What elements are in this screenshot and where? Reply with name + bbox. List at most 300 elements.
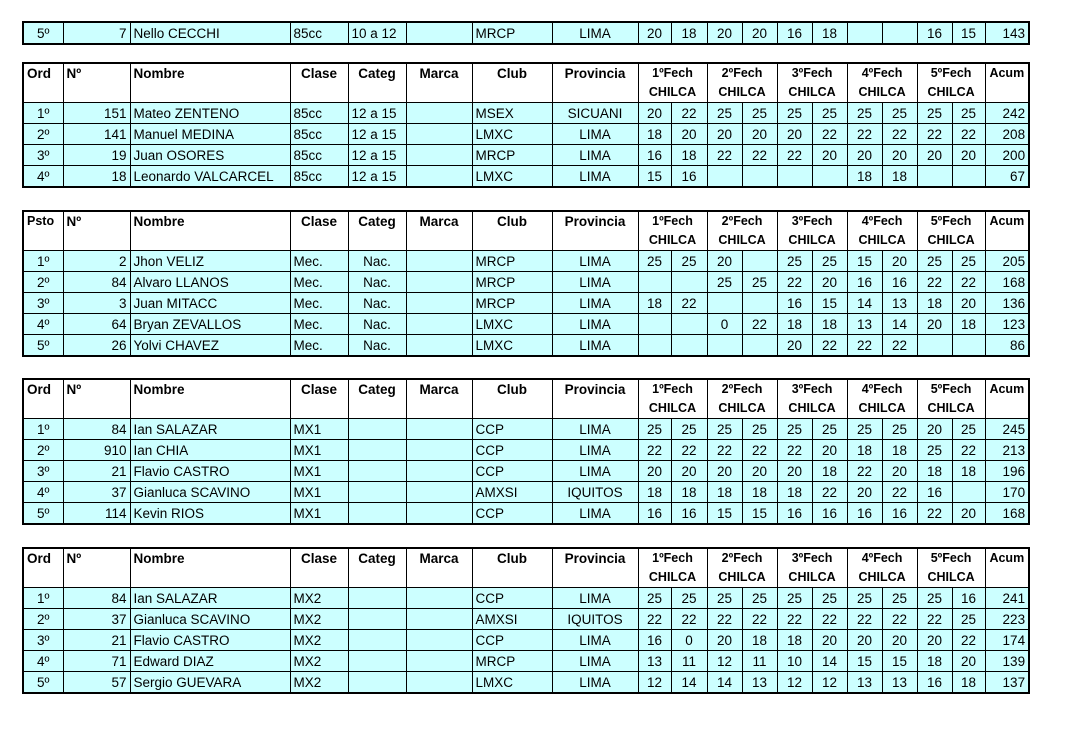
table-row	[23, 22, 1029, 44]
score-cell: 13	[638, 651, 671, 672]
acum-cell: 86	[985, 335, 1029, 357]
number-cell: 910	[63, 440, 130, 461]
name-cell: Kevin RIOS	[130, 503, 290, 525]
name-cell: Flavio CASTRO	[130, 461, 290, 482]
score-cell: 20	[638, 22, 671, 44]
categ-cell	[348, 609, 406, 630]
categ-header: Categ	[348, 379, 406, 419]
score-cell: 18	[812, 22, 847, 44]
score-cell	[671, 272, 707, 293]
provincia-cell: IQUITOS	[552, 609, 638, 630]
score-cell: 14	[847, 293, 882, 314]
fecha-header: 5ºFech	[917, 548, 985, 568]
number-cell: 2	[63, 251, 130, 272]
provincia-cell: LIMA	[552, 166, 638, 188]
position-cell: 4º	[23, 651, 63, 672]
club-header: Club	[472, 379, 552, 419]
clase-cell: 85cc	[290, 166, 348, 188]
score-cell	[638, 314, 671, 335]
score-cell: 25	[777, 103, 812, 124]
categ-cell: 10 a 12	[348, 22, 406, 44]
score-cell: 22	[638, 440, 671, 461]
name-cell: Flavio CASTRO	[130, 630, 290, 651]
lugar-header: CHILCA	[917, 568, 985, 588]
table-row	[23, 293, 1029, 314]
position-cell: 2º	[23, 272, 63, 293]
name-cell: Juan MITACC	[130, 293, 290, 314]
score-cell: 22	[638, 609, 671, 630]
categ-cell	[348, 588, 406, 609]
score-cell: 25	[707, 272, 742, 293]
score-cell: 25	[847, 588, 882, 609]
position-cell: 1º	[23, 588, 63, 609]
categ-cell: 12 a 15	[348, 145, 406, 166]
lugar-header: CHILCA	[847, 231, 917, 251]
score-cell: 18	[952, 461, 985, 482]
provincia-cell: LIMA	[552, 145, 638, 166]
club-header: Club	[472, 211, 552, 251]
table-row	[23, 251, 1029, 272]
score-cell	[952, 166, 985, 188]
number-cell: 64	[63, 314, 130, 335]
club-cell: MRCP	[472, 293, 552, 314]
name-cell: Manuel MEDINA	[130, 124, 290, 145]
score-cell: 20	[882, 251, 917, 272]
club-cell: LMXC	[472, 314, 552, 335]
number-cell: 18	[63, 166, 130, 188]
clase-cell: Mec.	[290, 293, 348, 314]
table-row	[23, 609, 1029, 630]
position-cell: 5º	[23, 335, 63, 357]
acum-cell: 245	[985, 419, 1029, 440]
header-row	[23, 211, 1029, 231]
score-cell: 25	[812, 251, 847, 272]
number-cell: 114	[63, 503, 130, 525]
table-row	[23, 103, 1029, 124]
clase-cell: 85cc	[290, 103, 348, 124]
clase-cell: MX2	[290, 651, 348, 672]
acum-header: Acum	[985, 548, 1029, 588]
score-cell: 25	[777, 588, 812, 609]
provincia-cell: LIMA	[552, 461, 638, 482]
score-cell: 22	[882, 335, 917, 357]
marca-cell	[406, 630, 472, 651]
score-cell: 22	[847, 335, 882, 357]
score-cell: 20	[742, 461, 777, 482]
score-cell	[882, 22, 917, 44]
score-cell: 22	[847, 461, 882, 482]
table-row	[23, 440, 1029, 461]
score-cell: 22	[847, 609, 882, 630]
number-cell: 84	[63, 272, 130, 293]
nombre-header: Nombre	[130, 63, 290, 103]
marca-cell	[406, 651, 472, 672]
score-cell: 22	[777, 440, 812, 461]
lugar-header: CHILCA	[847, 568, 917, 588]
name-cell: Ian CHIA	[130, 440, 290, 461]
club-cell: CCP	[472, 503, 552, 525]
score-cell: 15	[638, 166, 671, 188]
club-cell: CCP	[472, 588, 552, 609]
marca-cell	[406, 314, 472, 335]
club-cell: CCP	[472, 630, 552, 651]
score-cell: 25	[671, 588, 707, 609]
lugar-header: CHILCA	[638, 568, 707, 588]
lugar-header: CHILCA	[777, 399, 847, 419]
score-cell: 25	[847, 419, 882, 440]
score-cell: 20	[952, 293, 985, 314]
name-cell: Leonardo VALCARCEL	[130, 166, 290, 188]
score-cell: 14	[707, 672, 742, 694]
score-cell: 20	[847, 482, 882, 503]
score-cell: 20	[952, 145, 985, 166]
score-cell: 18	[917, 461, 952, 482]
score-cell: 16	[777, 503, 812, 525]
score-cell: 15	[742, 503, 777, 525]
header-row	[23, 548, 1029, 568]
score-cell: 25	[847, 103, 882, 124]
score-cell: 18	[671, 22, 707, 44]
score-cell: 20	[777, 124, 812, 145]
marca-cell	[406, 124, 472, 145]
score-cell: 22	[812, 124, 847, 145]
clase-header: Clase	[290, 211, 348, 251]
ord-header: Psto	[23, 211, 63, 251]
position-cell: 4º	[23, 166, 63, 188]
score-cell: 25	[882, 419, 917, 440]
number-cell: 84	[63, 419, 130, 440]
fecha-header: 1ºFech	[638, 63, 707, 83]
score-cell: 20	[707, 461, 742, 482]
score-cell: 22	[671, 609, 707, 630]
score-cell: 18	[742, 630, 777, 651]
ord-header: Ord	[23, 63, 63, 103]
provincia-header: Provincia	[552, 548, 638, 588]
number-cell: 37	[63, 482, 130, 503]
acum-cell: 208	[985, 124, 1029, 145]
score-cell: 16	[671, 166, 707, 188]
provincia-header: Provincia	[552, 211, 638, 251]
score-cell: 20	[952, 651, 985, 672]
clase-cell: MX1	[290, 503, 348, 525]
score-cell	[812, 166, 847, 188]
table-row	[23, 166, 1029, 188]
score-cell: 13	[742, 672, 777, 694]
score-cell: 22	[882, 124, 917, 145]
provincia-cell: LIMA	[552, 272, 638, 293]
provincia-cell: LIMA	[552, 440, 638, 461]
provincia-cell: LIMA	[552, 22, 638, 44]
score-cell: 20	[707, 630, 742, 651]
number-cell: 57	[63, 672, 130, 694]
header-row	[23, 379, 1029, 399]
score-cell: 22	[742, 314, 777, 335]
score-cell: 18	[707, 482, 742, 503]
categ-cell: Nac.	[348, 251, 406, 272]
categ-header: Categ	[348, 211, 406, 251]
table-row	[23, 503, 1029, 525]
score-cell	[742, 251, 777, 272]
clase-cell: MX2	[290, 630, 348, 651]
club-cell: MRCP	[472, 272, 552, 293]
score-cell	[707, 166, 742, 188]
position-cell: 1º	[23, 103, 63, 124]
score-cell: 22	[742, 145, 777, 166]
score-cell: 22	[742, 440, 777, 461]
score-cell: 22	[742, 609, 777, 630]
score-cell: 20	[812, 630, 847, 651]
acum-header: Acum	[985, 211, 1029, 251]
provincia-cell: LIMA	[552, 419, 638, 440]
club-header: Club	[472, 548, 552, 588]
score-cell: 20	[742, 124, 777, 145]
score-cell: 22	[917, 272, 952, 293]
score-cell: 20	[847, 145, 882, 166]
score-cell: 20	[742, 22, 777, 44]
fecha-header: 3ºFech	[777, 63, 847, 83]
score-cell: 22	[777, 609, 812, 630]
score-cell: 18	[638, 293, 671, 314]
nro-header: Nº	[63, 211, 130, 251]
score-cell: 25	[742, 272, 777, 293]
score-cell: 18	[812, 461, 847, 482]
categ-cell: 12 a 15	[348, 103, 406, 124]
score-cell: 25	[882, 103, 917, 124]
marca-header: Marca	[406, 379, 472, 419]
marca-cell	[406, 461, 472, 482]
table-row	[23, 588, 1029, 609]
score-cell: 22	[917, 124, 952, 145]
results-table	[22, 62, 1030, 188]
fecha-header: 5ºFech	[917, 379, 985, 399]
score-cell: 20	[707, 251, 742, 272]
score-cell: 20	[671, 461, 707, 482]
acum-cell: 136	[985, 293, 1029, 314]
score-cell: 16	[777, 22, 812, 44]
score-cell: 16	[638, 503, 671, 525]
position-cell: 2º	[23, 440, 63, 461]
provincia-header: Provincia	[552, 379, 638, 419]
lugar-header: CHILCA	[777, 83, 847, 103]
score-cell: 25	[638, 588, 671, 609]
number-cell: 3	[63, 293, 130, 314]
score-cell	[952, 482, 985, 503]
categ-cell: Nac.	[348, 272, 406, 293]
provincia-cell: LIMA	[552, 503, 638, 525]
fecha-header: 2ºFech	[707, 379, 777, 399]
fecha-header: 4ºFech	[847, 548, 917, 568]
lugar-header: CHILCA	[638, 231, 707, 251]
marca-cell	[406, 672, 472, 694]
clase-cell: MX1	[290, 482, 348, 503]
marca-cell	[406, 419, 472, 440]
nombre-header: Nombre	[130, 211, 290, 251]
clase-header: Clase	[290, 548, 348, 588]
position-cell: 3º	[23, 293, 63, 314]
lugar-header: CHILCA	[707, 231, 777, 251]
score-cell: 14	[882, 314, 917, 335]
score-cell: 16	[847, 272, 882, 293]
club-cell: CCP	[472, 419, 552, 440]
number-cell: 21	[63, 630, 130, 651]
acum-header: Acum	[985, 63, 1029, 103]
number-cell: 19	[63, 145, 130, 166]
acum-cell: 241	[985, 588, 1029, 609]
table-row	[23, 335, 1029, 357]
categ-cell	[348, 482, 406, 503]
marca-cell	[406, 272, 472, 293]
score-cell	[777, 166, 812, 188]
score-cell: 20	[917, 145, 952, 166]
fecha-header: 4ºFech	[847, 63, 917, 83]
score-cell: 16	[777, 293, 812, 314]
marca-cell	[406, 503, 472, 525]
acum-cell: 137	[985, 672, 1029, 694]
score-cell: 25	[777, 251, 812, 272]
score-cell: 22	[812, 609, 847, 630]
score-cell: 10	[777, 651, 812, 672]
acum-header: Acum	[985, 379, 1029, 419]
score-cell: 22	[707, 609, 742, 630]
score-cell: 18	[917, 293, 952, 314]
club-cell: LMXC	[472, 124, 552, 145]
fecha-header: 1ºFech	[638, 379, 707, 399]
table-row	[23, 461, 1029, 482]
table-row	[23, 651, 1029, 672]
categ-cell	[348, 419, 406, 440]
score-cell: 16	[812, 503, 847, 525]
score-cell: 18	[812, 314, 847, 335]
score-cell: 20	[707, 22, 742, 44]
lugar-header: CHILCA	[638, 83, 707, 103]
score-cell: 25	[952, 609, 985, 630]
lugar-header: CHILCA	[847, 399, 917, 419]
score-cell	[638, 335, 671, 357]
marca-cell	[406, 440, 472, 461]
club-cell: CCP	[472, 440, 552, 461]
score-cell: 22	[812, 482, 847, 503]
nro-header: Nº	[63, 63, 130, 103]
clase-header: Clase	[290, 379, 348, 419]
score-cell: 13	[882, 293, 917, 314]
score-cell: 16	[847, 503, 882, 525]
table-row	[23, 672, 1029, 694]
score-cell: 25	[638, 251, 671, 272]
clase-cell: Mec.	[290, 272, 348, 293]
acum-cell: 174	[985, 630, 1029, 651]
marca-header: Marca	[406, 548, 472, 588]
score-cell: 22	[671, 293, 707, 314]
table-row	[23, 145, 1029, 166]
club-cell: MRCP	[472, 22, 552, 44]
lugar-header: CHILCA	[777, 568, 847, 588]
score-cell: 25	[812, 419, 847, 440]
score-cell: 13	[882, 672, 917, 694]
score-cell: 12	[638, 672, 671, 694]
score-cell: 22	[882, 482, 917, 503]
club-cell: MRCP	[472, 145, 552, 166]
marca-header: Marca	[406, 211, 472, 251]
score-cell: 20	[882, 145, 917, 166]
score-cell: 18	[777, 314, 812, 335]
score-cell: 25	[638, 419, 671, 440]
clase-cell: Mec.	[290, 314, 348, 335]
fecha-header: 3ºFech	[777, 548, 847, 568]
provincia-cell: LIMA	[552, 630, 638, 651]
score-cell: 13	[847, 672, 882, 694]
categ-cell	[348, 440, 406, 461]
name-cell: Alvaro LLANOS	[130, 272, 290, 293]
score-cell: 25	[671, 251, 707, 272]
score-cell: 20	[812, 145, 847, 166]
categ-cell: 12 a 15	[348, 166, 406, 188]
name-cell: Gianluca SCAVINO	[130, 482, 290, 503]
score-cell: 25	[917, 103, 952, 124]
score-cell: 22	[777, 272, 812, 293]
score-cell: 20	[707, 124, 742, 145]
position-cell: 3º	[23, 630, 63, 651]
score-cell: 16	[671, 503, 707, 525]
score-cell: 20	[847, 630, 882, 651]
score-cell: 15	[707, 503, 742, 525]
score-cell: 20	[777, 461, 812, 482]
marca-cell	[406, 103, 472, 124]
categ-cell: 12 a 15	[348, 124, 406, 145]
categ-cell: Nac.	[348, 335, 406, 357]
top-partial-table	[22, 21, 1030, 45]
score-cell: 25	[812, 588, 847, 609]
lugar-header: CHILCA	[847, 83, 917, 103]
name-cell: Gianluca SCAVINO	[130, 609, 290, 630]
position-cell: 3º	[23, 461, 63, 482]
fecha-header: 1ºFech	[638, 211, 707, 231]
position-cell: 2º	[23, 609, 63, 630]
clase-cell: Mec.	[290, 251, 348, 272]
score-cell: 22	[952, 124, 985, 145]
results-table	[22, 547, 1030, 694]
score-cell: 18	[742, 482, 777, 503]
marca-cell	[406, 482, 472, 503]
number-cell: 37	[63, 609, 130, 630]
nombre-header: Nombre	[130, 379, 290, 419]
fecha-header: 1ºFech	[638, 548, 707, 568]
clase-cell: MX2	[290, 672, 348, 694]
categ-header: Categ	[348, 548, 406, 588]
score-cell: 25	[671, 419, 707, 440]
provincia-cell: LIMA	[552, 672, 638, 694]
score-cell: 22	[847, 124, 882, 145]
lugar-header: CHILCA	[707, 568, 777, 588]
provincia-cell: LIMA	[552, 651, 638, 672]
marca-cell	[406, 588, 472, 609]
score-cell: 13	[847, 314, 882, 335]
name-cell: Juan OSORES	[130, 145, 290, 166]
score-cell: 25	[742, 419, 777, 440]
score-cell	[671, 335, 707, 357]
score-cell	[952, 335, 985, 357]
fecha-header: 3ºFech	[777, 211, 847, 231]
name-cell: Edward DIAZ	[130, 651, 290, 672]
acum-cell: 205	[985, 251, 1029, 272]
acum-cell: 200	[985, 145, 1029, 166]
name-cell: Ian SALAZAR	[130, 419, 290, 440]
nro-header: Nº	[63, 548, 130, 588]
score-cell: 22	[707, 440, 742, 461]
score-cell: 25	[742, 103, 777, 124]
position-cell: 4º	[23, 482, 63, 503]
score-cell: 18	[638, 482, 671, 503]
position-cell: 2º	[23, 124, 63, 145]
